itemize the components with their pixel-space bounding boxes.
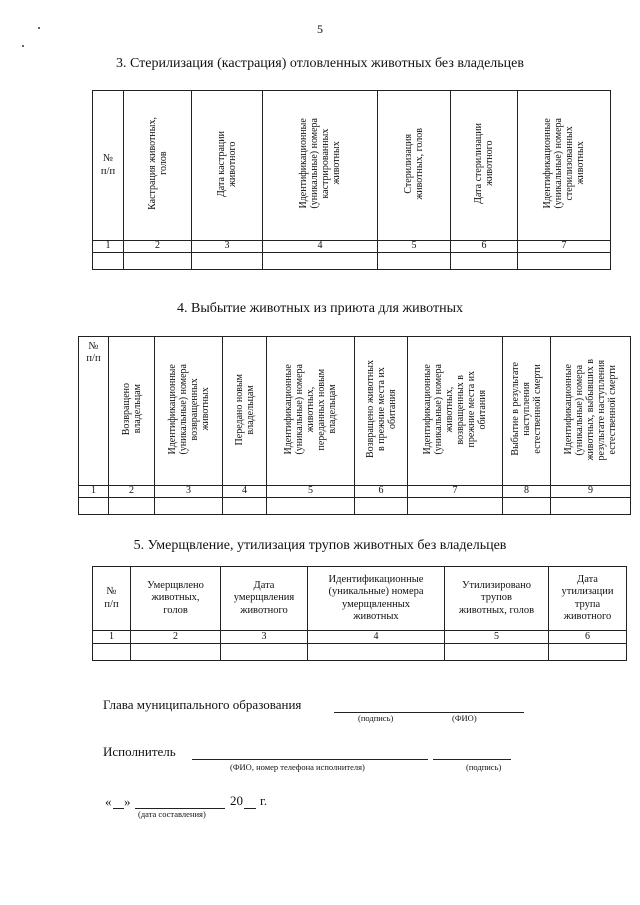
executor-caption-sign: (подпись) (466, 762, 502, 772)
col-header-natural-death: Выбытие в результате наступления естественной смерти (503, 337, 551, 486)
table-row (93, 252, 611, 269)
table-number-row: 1 2 3 4 5 6 (93, 631, 627, 644)
col-header-castration-date: Дата кастрации животного (192, 91, 263, 241)
col-header-returned-habitat: Возвращено животных в прежние места их обитания (355, 337, 408, 486)
col-header-euthanized-count: Умерщвлено животных, голов (131, 567, 221, 631)
date-year-prefix: 20 (230, 793, 243, 808)
col-header-sterilization-count: Стерилизация животных, голов (378, 91, 451, 241)
col-header-number: № п/п (93, 91, 124, 241)
head-signature-label: Глава муниципального образования (103, 697, 302, 712)
col-header-euthanized-ids: Идентификационные (уникальные) номера умерщвленных животных (308, 567, 445, 631)
scan-dot (22, 45, 24, 47)
disposal-table (78, 336, 631, 515)
col-header-new-owners: Передано новым владельцам (223, 337, 267, 486)
table-number-row: 1 2 3 4 5 6 7 8 9 (79, 486, 631, 498)
table-header-row (79, 337, 631, 486)
date-close-quote: » (124, 794, 131, 809)
col-header-sterilization-date: Дата стерилизации животного (451, 91, 518, 241)
section-4-title: 4. Выбытие животных из приюта для животных (177, 301, 463, 316)
section-5-title: 5. Умерщвление, утилизация трупов животных без владельцев (133, 538, 507, 553)
col-header-number: № п/п (93, 567, 131, 631)
executor-label: Исполнитель (103, 744, 176, 759)
date-year-line (244, 808, 256, 809)
table-row (93, 644, 627, 661)
head-caption-sign: (подпись) (358, 713, 394, 723)
date-day-line (113, 808, 124, 809)
head-caption-name: (ФИО) (452, 713, 477, 723)
col-header-returned-ids: Идентификационные (уникальные) номера возвращенных животных (155, 337, 223, 486)
col-header-new-owners-ids: Идентификационные (уникальные) номера животных, переданных новым владельцам (267, 337, 355, 486)
date-open-quote: « (105, 794, 112, 809)
col-header-returned-habitat-ids: Идентификационные (уникальные) номера животных, возвращенных в прежние места их обитания (408, 337, 503, 486)
table-header-row (93, 91, 611, 241)
executor-caption-name: (ФИО, номер телефона исполнителя) (230, 762, 365, 772)
executor-sign-line (433, 759, 511, 760)
col-header-number: № п/п (79, 337, 109, 486)
table-number-row: 1 2 3 4 5 6 7 (93, 241, 611, 253)
col-header-castrated-ids: Идентификационные (уникальные) номера кастрированных животных (263, 91, 378, 241)
col-header-disposal-date: Дата утилизации трупа животного (549, 567, 627, 631)
sterilization-table (92, 90, 611, 270)
euthanasia-table (92, 566, 627, 661)
col-header-castration-count: Кастрация животных, голов (124, 91, 192, 241)
table-row (79, 498, 631, 515)
col-header-natural-death-ids: Идентификационные (уникальные) номера животных, выбывших в результате наступления естественной смерти (551, 337, 631, 486)
page-number: 5 (317, 22, 323, 36)
col-header-euthanasia-date: Дата умерщвления животного (221, 567, 308, 631)
table-header-row (93, 567, 627, 631)
col-header-disposed-count: Утилизировано трупов животных, голов (445, 567, 549, 631)
col-header-returned-owners: Возвращено владельцам (109, 337, 155, 486)
col-header-sterilized-ids: Идентификационные (уникальные) номера стерилизованных животных (518, 91, 611, 241)
section-3-title: 3. Стерилизация (кастрация) отловленных животных без владельцев (116, 56, 524, 71)
executor-name-line (192, 759, 428, 760)
date-caption: (дата составления) (138, 809, 206, 819)
date-year-suffix: г. (260, 793, 268, 808)
